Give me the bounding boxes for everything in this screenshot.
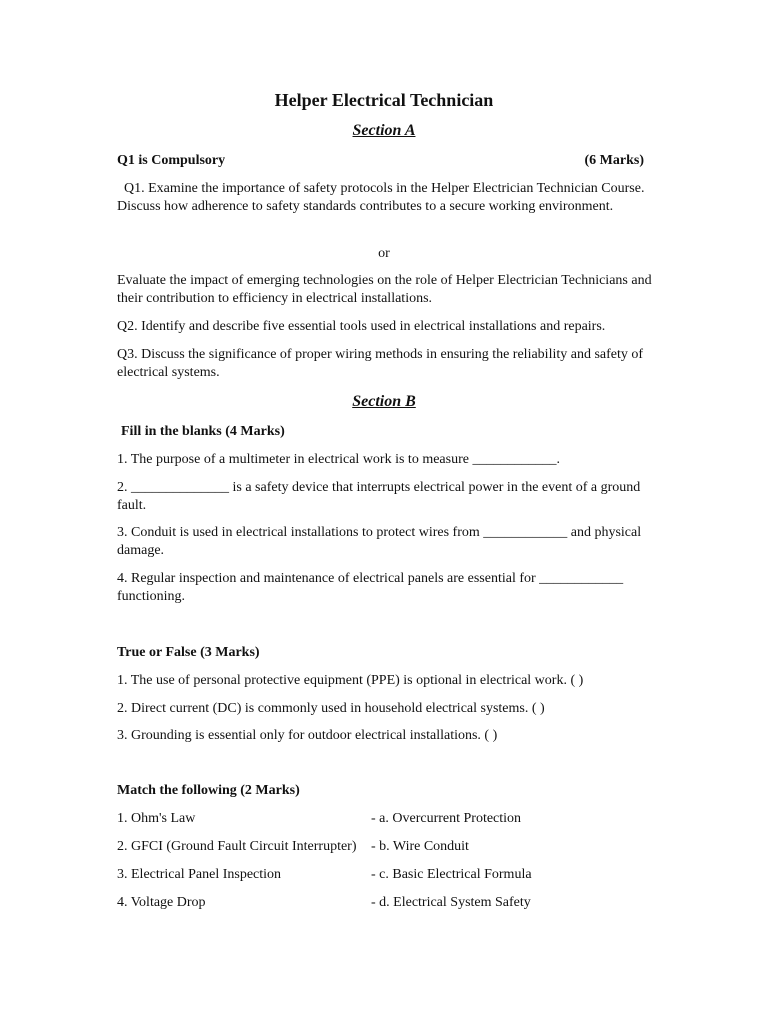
question-1: Q1. Examine the importance of safety protocols in the Helper Electrician Technician Course. Discuss how adherence to safety standards contributes to a secure working environment. xyxy=(117,181,645,214)
tf-item-2: 2. Direct current (DC) is commonly used in household electrical systems. ( ) xyxy=(117,701,545,716)
match-right-c: - c. Basic Electrical Formula xyxy=(371,867,532,882)
match-header: Match the following (2 Marks) xyxy=(117,783,300,798)
match-left-4: 4. Voltage Drop xyxy=(117,895,206,910)
question-1-alternative: Evaluate the impact of emerging technologies on the role of Helper Electrician Technicians and their contribution to efficiency in electrical installations. xyxy=(117,273,652,306)
fill-item-2: 2. ______________ is a safety device that interrupts electrical power in the event of a ground fault. xyxy=(117,480,641,513)
tf-item-1: 1. The use of personal protective equipment (PPE) is optional in electrical work. ( ) xyxy=(117,673,584,688)
match-left-2: 2. GFCI (Ground Fault Circuit Interrupter) xyxy=(117,839,357,854)
tf-item-3: 3. Grounding is essential only for outdoor electrical installations. ( ) xyxy=(117,728,498,743)
match-right-a: - a. Overcurrent Protection xyxy=(371,811,522,826)
section-b-label: Section B xyxy=(352,393,416,410)
q1-marks: (6 Marks) xyxy=(584,153,644,168)
fill-item-4: 4. Regular inspection and maintenance of electrical panels are essential for ____________ functioning. xyxy=(117,571,624,604)
document-title: Helper Electrical Technician xyxy=(274,90,494,110)
match-left-3: 3. Electrical Panel Inspection xyxy=(117,867,282,882)
section-a-heading xyxy=(0,121,768,141)
fill-item-1: 1. The purpose of a multimeter in electrical work is to measure ____________. xyxy=(117,452,560,467)
or-separator: or xyxy=(378,246,390,261)
q1-header: Q1 is Compulsory xyxy=(117,153,226,168)
match-right-b: - b. Wire Conduit xyxy=(371,839,469,854)
fill-item-3: 3. Conduit is used in electrical installations to protect wires from ____________ and physical damage. xyxy=(117,525,642,558)
section-a-label: Section A xyxy=(352,122,416,139)
section-b-heading xyxy=(0,392,768,412)
question-3: Q3. Discuss the significance of proper wiring methods in ensuring the reliability and safety of electrical systems. xyxy=(117,347,644,380)
match-right-d: - d. Electrical System Safety xyxy=(371,895,531,910)
question-2: Q2. Identify and describe five essential tools used in electrical installations and repairs. xyxy=(117,319,606,334)
true-false-header: True or False (3 Marks) xyxy=(117,645,260,660)
match-left-1: 1. Ohm's Law xyxy=(117,811,196,826)
fill-blanks-header: Fill in the blanks (4 Marks) xyxy=(121,424,285,439)
